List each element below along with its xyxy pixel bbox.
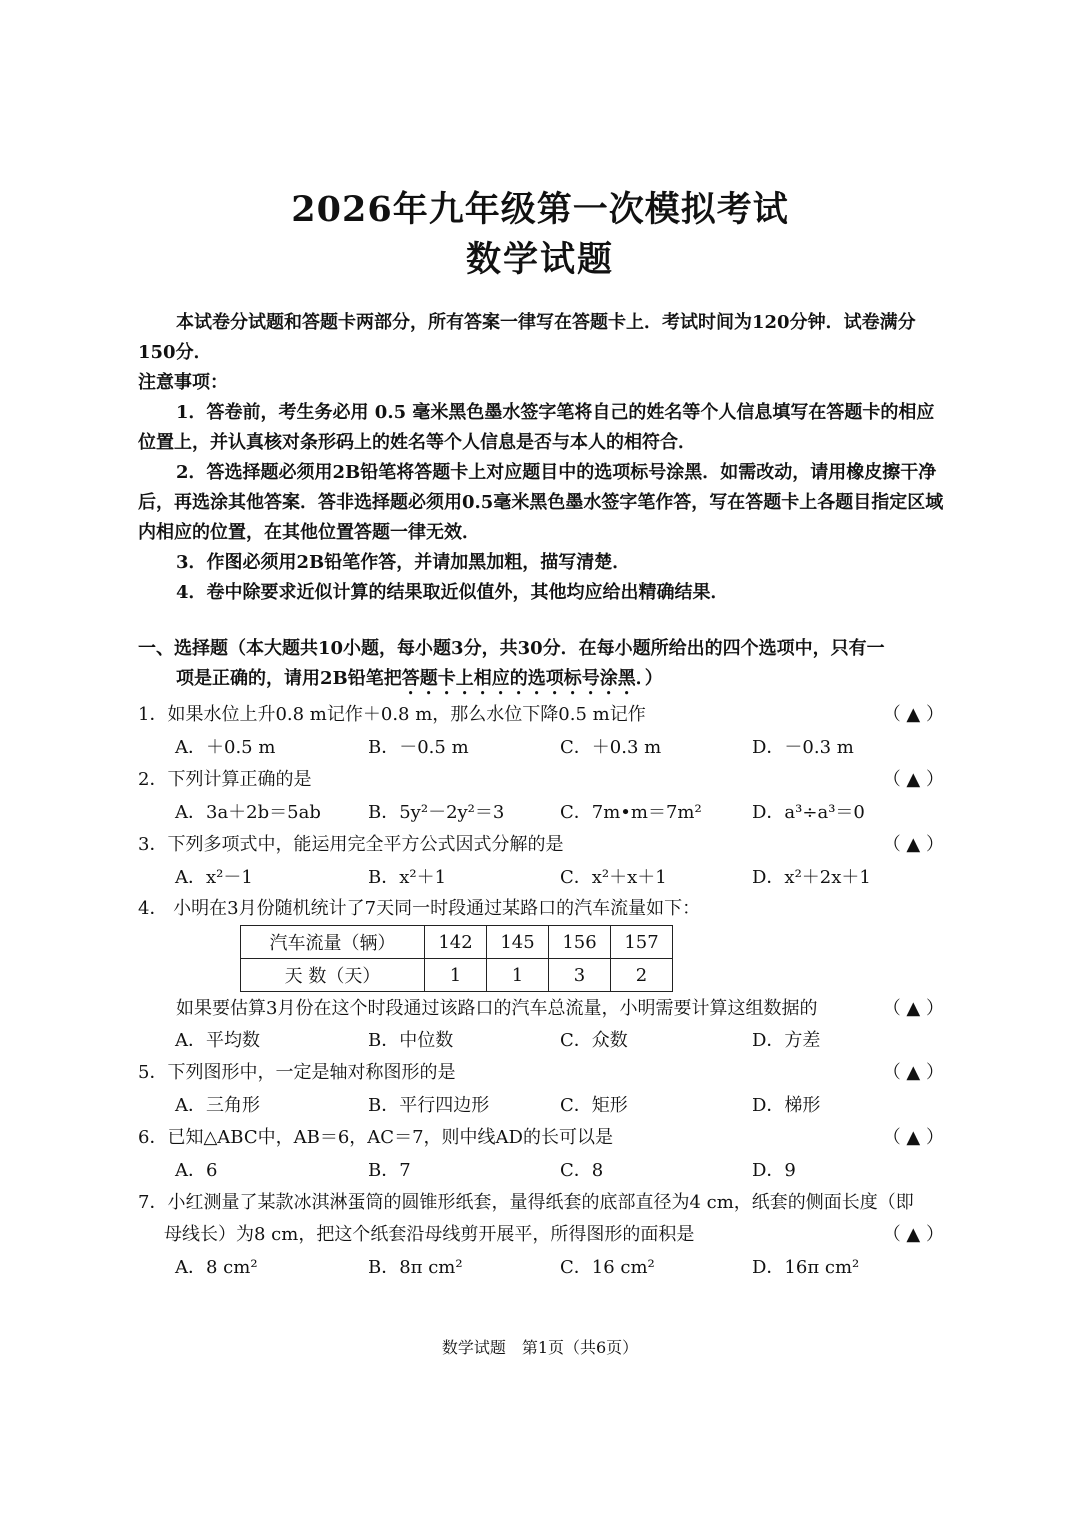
section-heading-b1: 项是正确的，请用2B铅笔把 xyxy=(176,668,402,689)
question-7-options xyxy=(175,1253,935,1283)
question-2-options xyxy=(175,798,935,828)
option-d: D．a³÷a³＝0 xyxy=(752,802,865,823)
question-7-stem-cont: 母线长）为8 cm，把这个纸套沿母线剪开展平，所得图形的面积是 xyxy=(164,1224,695,1245)
page-subtitle: 数学试题 xyxy=(465,239,614,280)
question-6-stem: 6．已知△ABC中，AB＝6，AC＝7，则中线AD的长可以是 xyxy=(138,1127,613,1148)
notice-3: 3．作图必须用2B铅笔作答，并请加黑加粗，描写清楚． xyxy=(176,552,631,573)
question-7-stem: 7．小红测量了某款冰淇淋蛋筒的圆锥形纸套，量得纸套的底部直径为4 cm，纸套的侧面长度（即 xyxy=(138,1192,914,1213)
option-d: D．16π cm² xyxy=(752,1257,860,1278)
answer-mark: （ ▲ ） xyxy=(882,1127,944,1148)
question-4-stem: 4． 小明在3月份随机统计了7天同一时段通过某路口的汽车流量如下： xyxy=(138,898,701,919)
option-d: D．方差 xyxy=(752,1030,821,1051)
table-cell: 3 xyxy=(549,959,611,992)
answer-mark: （ ▲ ） xyxy=(882,1224,944,1245)
option-b: B．中位数 xyxy=(368,1030,454,1051)
table-row xyxy=(241,926,673,959)
option-c: C．x²＋x＋1 xyxy=(560,867,667,888)
table-header-cell: 天 数（天） xyxy=(241,959,425,992)
question-6-options xyxy=(175,1156,935,1186)
option-b: B．8π cm² xyxy=(368,1257,463,1278)
notice-heading: 注意事项： xyxy=(138,372,228,393)
question-5-stem: 5．下列图形中，一定是轴对称图形的是 xyxy=(138,1062,456,1083)
option-b: B．7 xyxy=(368,1160,411,1181)
option-b: B．x²＋1 xyxy=(368,867,447,888)
table-cell: 1 xyxy=(487,959,549,992)
question-4-stem-cont: 如果要估算3月份在这个时段通过该路口的汽车总流量，小明需要计算这组数据的 xyxy=(176,998,818,1019)
table-cell: 156 xyxy=(549,926,611,959)
option-b: B．5y²－2y²＝3 xyxy=(368,802,505,823)
answer-mark: （ ▲ ） xyxy=(882,834,944,855)
option-b: B．平行四边形 xyxy=(368,1095,490,1116)
section-heading: 一、选择题（本大题共10小题，每小题3分，共30分．在每小题所给出的四个选项中，只有一 xyxy=(138,638,885,659)
option-d: D．9 xyxy=(752,1160,796,1181)
traffic-table xyxy=(240,925,673,992)
option-a: A．8 cm² xyxy=(175,1257,258,1278)
question-2-stem: 2．下列计算正确的是 xyxy=(138,769,312,790)
table-cell: 145 xyxy=(487,926,549,959)
table-cell: 142 xyxy=(425,926,487,959)
option-d: D．－0.3 m xyxy=(752,737,854,758)
option-a: A．＋0.5 m xyxy=(175,737,276,758)
answer-mark: （ ▲ ） xyxy=(882,769,944,790)
section-heading-cont xyxy=(176,664,982,694)
page-title: 2026年九年级第一次模拟考试 xyxy=(291,189,789,230)
option-d: D．梯形 xyxy=(752,1095,821,1116)
table-cell: 1 xyxy=(425,959,487,992)
table-cell: 157 xyxy=(611,926,673,959)
notice-2: 2．答选择题必须用2B铅笔将答题卡上对应题目中的选项标号涂黑．如需改动，请用橡皮擦干净后，再选涂其他答案．答非选择题必须用0.5毫米黑色墨水签字笔作答，写在答题卡上各题目指定区域内相应的位置，在其他位置答题一律无效． xyxy=(138,462,944,543)
option-a: A．x²－1 xyxy=(175,867,253,888)
option-c: C．8 xyxy=(560,1160,604,1181)
answer-mark: （ ▲ ） xyxy=(882,704,944,725)
section-heading-emphasis: 答题卡上相应的选项标号涂黑 xyxy=(401,668,636,689)
question-4-options xyxy=(175,1026,935,1056)
option-a: A．3a＋2b＝5ab xyxy=(175,802,321,823)
question-1-stem: 1．如果水位上升0.8 m记作＋0.8 m，那么水位下降0.5 m记作 xyxy=(138,704,646,725)
answer-mark: （ ▲ ） xyxy=(882,998,944,1019)
option-c: C．矩形 xyxy=(560,1095,628,1116)
option-c: C．16 cm² xyxy=(560,1257,655,1278)
option-d: D．x²＋2x＋1 xyxy=(752,867,871,888)
section-heading-b3: ．） xyxy=(635,668,663,689)
option-a: A．平均数 xyxy=(175,1030,260,1051)
table-header-cell: 汽车流量（辆） xyxy=(241,926,425,959)
answer-mark: （ ▲ ） xyxy=(882,1062,944,1083)
page-footer: 数学试题 第1页（共6页） xyxy=(441,1338,639,1357)
question-3-options xyxy=(175,863,935,893)
table-row xyxy=(241,959,673,992)
question-3-stem: 3．下列多项式中，能运用完全平方公式因式分解的是 xyxy=(138,834,564,855)
option-c: C．众数 xyxy=(560,1030,628,1051)
option-c: C．＋0.3 m xyxy=(560,737,662,758)
question-1-options xyxy=(175,733,935,763)
option-c: C．7m•m＝7m² xyxy=(560,802,702,823)
option-a: A．三角形 xyxy=(175,1095,260,1116)
option-b: B．－0.5 m xyxy=(368,737,469,758)
question-5-options xyxy=(175,1091,935,1121)
intro-text: 本试卷分试题和答题卡两部分，所有答案一律写在答题卡上．考试时间为120分钟．试卷满分150分． xyxy=(138,312,916,363)
notice-4: 4．卷中除要求近似计算的结果取近似值外，其他均应给出精确结果． xyxy=(176,582,729,603)
table-cell: 2 xyxy=(611,959,673,992)
option-a: A．6 xyxy=(175,1160,218,1181)
notice-1: 1．答卷前，考生务必用 0.5 毫米黑色墨水签字笔将自己的姓名等个人信息填写在答题卡的相应位置上，并认真核对条形码上的姓名等个人信息是否与本人的相符合． xyxy=(138,402,935,453)
